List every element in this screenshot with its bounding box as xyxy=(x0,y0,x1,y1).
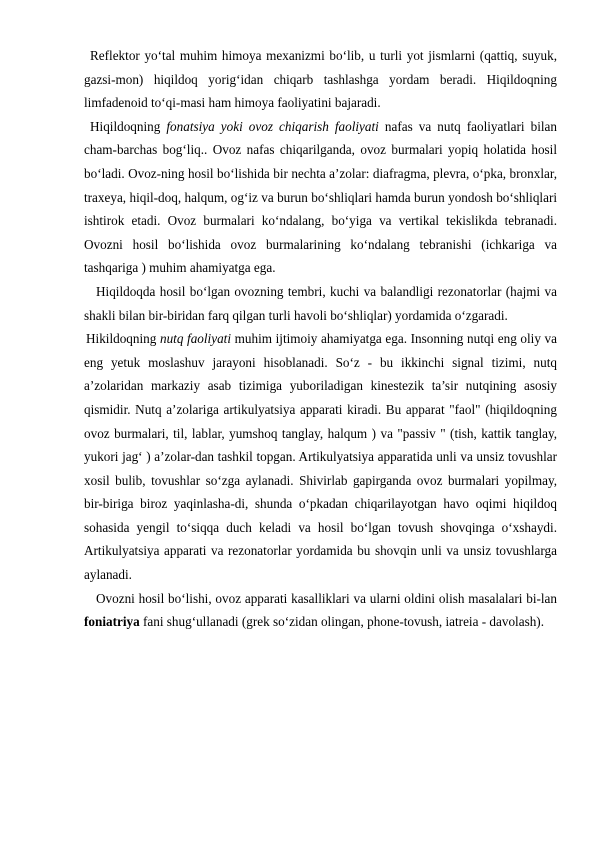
italic-term: nutq faoliyati xyxy=(159,331,231,347)
text-run: muhim ijtimoiy ahamiyatga ega. Insonning nutqi eng oliy va eng yetuk moslashuv jarayoni hisoblanadi. So‘z - bu ikkinchi signal tizimi, nutq a’zolaridan markaziy asab tizimiga yuboriladigan kinestezik ta’sir nutqining asosiy qismidir. Nutq a’zolariga artikulyatsiya apparati kiradi. Bu apparat "faol" (hiqildoqning ovoz burmalari, til, lablar, yumshoq tanglay, halqum ) va "passiv " (tish, kattik tanglay, yukori jag‘ ) a’zolar-dan tashkil topgan. Artikulyatsiya apparatida unli va unsiz tovushlar xosil bulib, tovushlar so‘zga aylanadi. Shivirlab gapirganda ovoz burmalari yopilmay, bir-biriga biroz yaqinlasha-di, shunda o‘pkadan chiqarilayotgan havo oqimi hiqildoq sohasida yengil to‘siqqa duch keladi va hosil bo‘lgan tovush shovqinga o‘xshaydi. Artikulyatsiya apparati va rezonatorlar yordamida bu shovqin unli va unsiz tovushlarga aylanadi. xyxy=(84,331,557,583)
paragraph-speech-activity xyxy=(84,327,557,587)
text-run: Reflektor yo‘tal muhim himoya mexanizmi bo‘lib, u turli yot jismlarni (qattiq, suyuk, gazsi-mon) hiqildoq yorig‘idan chiqarb tashlashga yordam beradi. Hiqildoqning limfadenoid to‘qi-masi ham himoya faoliyatini bajaradi. xyxy=(84,48,557,111)
paragraph-phonation xyxy=(84,115,557,280)
document-page xyxy=(84,44,557,634)
text-run: Hiqildoqning xyxy=(90,118,167,134)
text-run: Ovozni hosil bo‘lishi, ovoz apparati kasalliklari va ularni oldini olish masalalari bi-lan xyxy=(96,590,557,606)
paragraph-resonators xyxy=(84,280,557,327)
italic-term: fonatsiya yoki ovoz chiqarish faoliyati xyxy=(166,118,379,134)
text-run: nafas va nutq faoliyatlari bilan cham-barchas bog‘liq.. Ovoz nafas chiqarilganda, ovoz burmalari yopiq holatida hosil bo‘ladi. Ovoz-ning hosil bo‘lishida bir nechta a’zolar: diafragma, plevra, o‘pka, bronxlar, traxeya, hiqil-doq, halqum, og‘iz va burun bo‘shliqlari hamda burun yondosh bo‘shliqlari ishtirok etadi. Ovoz burmalari ko‘ndalang, bo‘yiga va vertikal tekislikda tebranadi. Ovozni hosil bo‘lishida ovoz burmalarining ko‘ndalang tebranishi (ichkariga va tashqariga ) muhim ahamiyatga ega. xyxy=(84,118,558,276)
paragraph-phoniatrics xyxy=(84,587,557,634)
bold-term: foniatriya xyxy=(84,614,140,630)
text-run: fani shug‘ullanadi (grek so‘zidan olingan, phone-tovush, iatreia - davolash). xyxy=(139,614,544,630)
text-run: Hiqildoqda hosil bo‘lgan ovozning tembri, kuchi va balandligi rezonatorlar (hajmi va shakli bilan bir-biridan farq qilgan turli havoli bo‘shliqlar) yordamida o‘zgaradi. xyxy=(84,283,557,323)
text-run: Hikildoqning xyxy=(86,331,160,347)
paragraph-reflex-cough xyxy=(84,44,557,115)
